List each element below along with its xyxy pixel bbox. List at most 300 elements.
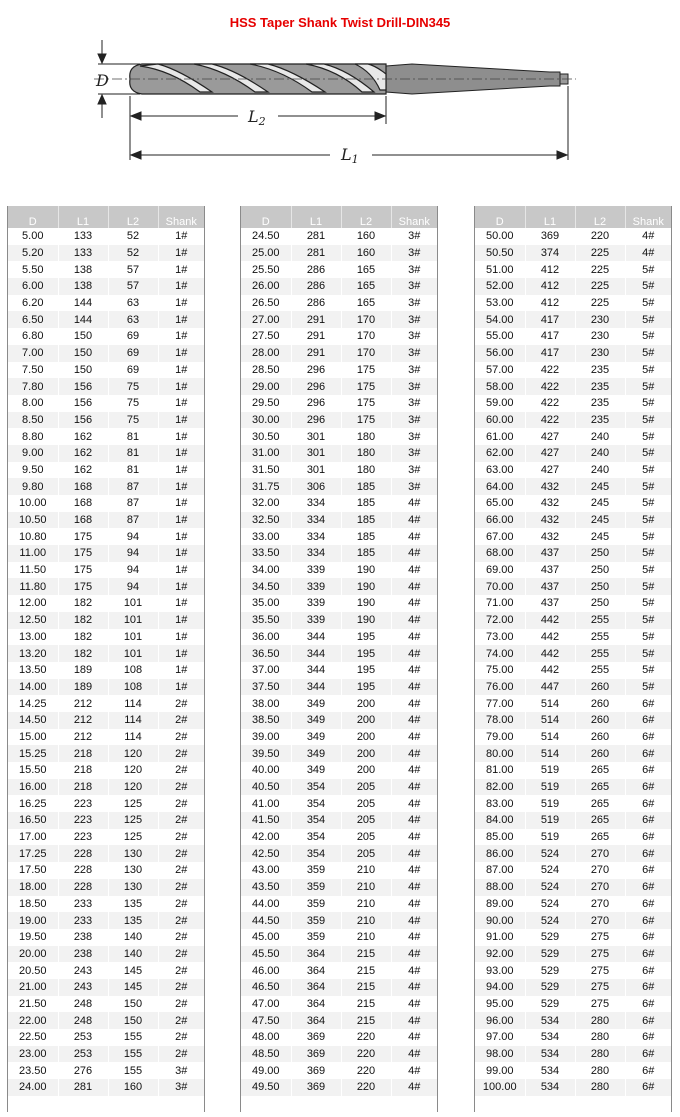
cell-l1: 243 <box>58 979 108 996</box>
cell-l2: 210 <box>341 929 391 946</box>
cell-shank: 3# <box>391 362 437 379</box>
cell-l1: 534 <box>525 1079 575 1096</box>
cell-d: 33.50 <box>241 545 291 562</box>
cell-d: 42.50 <box>241 845 291 862</box>
cell-l1: 422 <box>525 395 575 412</box>
column-header-l2: L2 <box>108 206 158 228</box>
cell-d: 30.00 <box>241 412 291 429</box>
cell-shank: 4# <box>391 912 437 929</box>
cell-shank: 1# <box>158 395 204 412</box>
cell-l1: 519 <box>525 812 575 829</box>
cell-d: 17.50 <box>8 862 58 879</box>
cell-l1: 182 <box>58 612 108 629</box>
table-row <box>241 1046 437 1063</box>
cell-l1: 138 <box>58 261 108 278</box>
table-row <box>241 1062 437 1079</box>
cell-l1: 349 <box>291 729 341 746</box>
cell-l2: 240 <box>575 462 625 479</box>
cell-shank: 2# <box>158 996 204 1013</box>
cell-shank: 4# <box>391 612 437 629</box>
table-row <box>8 996 204 1013</box>
cell-l1: 150 <box>58 362 108 379</box>
cell-shank: 1# <box>158 278 204 295</box>
cell-d: 15.25 <box>8 745 58 762</box>
cell-l1: 334 <box>291 528 341 545</box>
cell-l1: 334 <box>291 512 341 529</box>
cell-l2: 81 <box>108 462 158 479</box>
table-row <box>475 779 671 796</box>
cell-l2: 225 <box>575 278 625 295</box>
table-row <box>475 495 671 512</box>
cell-shank: 2# <box>158 712 204 729</box>
table-row <box>241 645 437 662</box>
cell-shank: 4# <box>391 996 437 1013</box>
table-row <box>241 795 437 812</box>
cell-d: 49.50 <box>241 1079 291 1096</box>
table-row <box>241 612 437 629</box>
cell-l2: 175 <box>341 412 391 429</box>
cell-shank: 6# <box>625 946 671 963</box>
cell-d: 72.00 <box>475 612 525 629</box>
table-row <box>241 245 437 262</box>
cell-l1: 427 <box>525 445 575 462</box>
cell-shank: 3# <box>391 478 437 495</box>
table-row <box>475 311 671 328</box>
table-row <box>241 345 437 362</box>
cell-l1: 447 <box>525 679 575 696</box>
cell-l2: 120 <box>108 745 158 762</box>
cell-l2: 275 <box>575 946 625 963</box>
cell-l2: 114 <box>108 729 158 746</box>
table-row <box>8 478 204 495</box>
cell-shank: 1# <box>158 545 204 562</box>
cell-l2: 245 <box>575 512 625 529</box>
cell-l2: 57 <box>108 261 158 278</box>
table-row <box>8 1046 204 1063</box>
table-row <box>8 328 204 345</box>
cell-d: 20.50 <box>8 962 58 979</box>
cell-l2: 140 <box>108 946 158 963</box>
table-row <box>241 629 437 646</box>
cell-d: 76.00 <box>475 679 525 696</box>
cell-shank: 4# <box>391 545 437 562</box>
cell-l1: 349 <box>291 695 341 712</box>
cell-l2: 81 <box>108 428 158 445</box>
cell-shank: 5# <box>625 545 671 562</box>
table-row <box>475 278 671 295</box>
cell-l1: 369 <box>525 228 575 245</box>
table-row <box>241 829 437 846</box>
cell-l2: 120 <box>108 762 158 779</box>
cell-l2: 125 <box>108 812 158 829</box>
cell-l2: 205 <box>341 779 391 796</box>
cell-d: 74.00 <box>475 645 525 662</box>
table-row <box>475 245 671 262</box>
cell-l2: 125 <box>108 795 158 812</box>
cell-d: 98.00 <box>475 1046 525 1063</box>
cell-shank: 1# <box>158 662 204 679</box>
table-row <box>8 979 204 996</box>
table-row <box>475 979 671 996</box>
cell-l2: 270 <box>575 845 625 862</box>
cell-l1: 534 <box>525 1062 575 1079</box>
cell-l2: 155 <box>108 1046 158 1063</box>
cell-l1: 519 <box>525 829 575 846</box>
cell-shank: 2# <box>158 962 204 979</box>
cell-d: 71.00 <box>475 595 525 612</box>
cell-shank: 5# <box>625 612 671 629</box>
cell-shank: 5# <box>625 679 671 696</box>
cell-l2: 270 <box>575 879 625 896</box>
cell-l2: 210 <box>341 912 391 929</box>
cell-l2: 101 <box>108 629 158 646</box>
cell-l1: 364 <box>291 946 341 963</box>
cell-shank: 1# <box>158 362 204 379</box>
table-row <box>241 495 437 512</box>
spec-table-1 <box>7 206 205 1112</box>
cell-l1: 218 <box>58 779 108 796</box>
cell-shank: 2# <box>158 729 204 746</box>
cell-l1: 412 <box>525 261 575 278</box>
table-row <box>241 428 437 445</box>
cell-l2: 180 <box>341 462 391 479</box>
column-header-d: D <box>8 206 58 228</box>
table-row <box>475 512 671 529</box>
cell-shank: 5# <box>625 328 671 345</box>
cell-l1: 529 <box>525 996 575 1013</box>
cell-l1: 349 <box>291 712 341 729</box>
cell-l2: 180 <box>341 428 391 445</box>
cell-l2: 280 <box>575 1012 625 1029</box>
cell-d: 5.50 <box>8 261 58 278</box>
table-row <box>8 428 204 445</box>
table-row <box>8 278 204 295</box>
cell-l2: 87 <box>108 512 158 529</box>
table-row <box>475 1029 671 1046</box>
cell-l2: 69 <box>108 328 158 345</box>
cell-l2: 205 <box>341 795 391 812</box>
column-header-l2: L2 <box>575 206 625 228</box>
cell-l2: 245 <box>575 528 625 545</box>
cell-l2: 225 <box>575 295 625 312</box>
cell-l1: 296 <box>291 412 341 429</box>
cell-d: 97.00 <box>475 1029 525 1046</box>
cell-l2: 215 <box>341 946 391 963</box>
cell-shank: 6# <box>625 862 671 879</box>
table-row <box>475 745 671 762</box>
cell-d: 9.50 <box>8 462 58 479</box>
cell-shank: 5# <box>625 562 671 579</box>
cell-l1: 281 <box>291 245 341 262</box>
cell-l1: 432 <box>525 512 575 529</box>
table-row <box>475 528 671 545</box>
spec-table-2 <box>240 206 438 1112</box>
cell-l1: 514 <box>525 745 575 762</box>
cell-l1: 422 <box>525 362 575 379</box>
dimension-d-label: D <box>96 71 109 90</box>
cell-d: 42.00 <box>241 829 291 846</box>
cell-shank: 2# <box>158 745 204 762</box>
table-row <box>8 912 204 929</box>
table-row <box>8 896 204 913</box>
cell-shank: 1# <box>158 679 204 696</box>
cell-l1: 344 <box>291 662 341 679</box>
cell-shank: 1# <box>158 512 204 529</box>
cell-d: 73.00 <box>475 629 525 646</box>
spec-table <box>241 206 437 1096</box>
cell-shank: 5# <box>625 345 671 362</box>
cell-l1: 349 <box>291 745 341 762</box>
cell-shank: 4# <box>391 862 437 879</box>
cell-l2: 265 <box>575 762 625 779</box>
cell-l2: 235 <box>575 412 625 429</box>
cell-shank: 2# <box>158 829 204 846</box>
table-row <box>475 595 671 612</box>
cell-shank: 3# <box>391 462 437 479</box>
cell-l2: 205 <box>341 812 391 829</box>
table-row <box>475 1062 671 1079</box>
cell-l1: 182 <box>58 645 108 662</box>
cell-shank: 6# <box>625 829 671 846</box>
cell-d: 94.00 <box>475 979 525 996</box>
cell-l1: 162 <box>58 462 108 479</box>
cell-l1: 175 <box>58 562 108 579</box>
cell-l1: 233 <box>58 912 108 929</box>
column-header-shank: Shank <box>625 206 671 228</box>
cell-l2: 240 <box>575 445 625 462</box>
cell-shank: 6# <box>625 812 671 829</box>
cell-d: 28.50 <box>241 362 291 379</box>
cell-l1: 133 <box>58 228 108 245</box>
cell-l2: 150 <box>108 1012 158 1029</box>
cell-l1: 519 <box>525 795 575 812</box>
cell-l2: 170 <box>341 328 391 345</box>
cell-d: 50.50 <box>475 245 525 262</box>
cell-shank: 5# <box>625 512 671 529</box>
table-row <box>241 462 437 479</box>
cell-d: 31.50 <box>241 462 291 479</box>
cell-l2: 240 <box>575 428 625 445</box>
table-row <box>475 845 671 862</box>
cell-l2: 275 <box>575 962 625 979</box>
cell-shank: 4# <box>391 929 437 946</box>
table-row <box>241 412 437 429</box>
table-row <box>8 679 204 696</box>
table-row <box>241 311 437 328</box>
cell-d: 77.00 <box>475 695 525 712</box>
cell-d: 15.50 <box>8 762 58 779</box>
cell-l2: 205 <box>341 845 391 862</box>
cell-shank: 4# <box>391 962 437 979</box>
table-row <box>241 595 437 612</box>
cell-l2: 130 <box>108 845 158 862</box>
cell-l2: 275 <box>575 929 625 946</box>
cell-shank: 4# <box>391 946 437 963</box>
cell-d: 51.00 <box>475 261 525 278</box>
cell-d: 13.00 <box>8 629 58 646</box>
cell-d: 69.00 <box>475 562 525 579</box>
table-row <box>8 662 204 679</box>
cell-shank: 5# <box>625 362 671 379</box>
cell-l2: 250 <box>575 578 625 595</box>
cell-l2: 170 <box>341 311 391 328</box>
table-header-row <box>8 206 204 228</box>
cell-shank: 5# <box>625 445 671 462</box>
cell-l1: 412 <box>525 278 575 295</box>
cell-l1: 150 <box>58 345 108 362</box>
cell-shank: 2# <box>158 795 204 812</box>
cell-l1: 369 <box>291 1046 341 1063</box>
cell-shank: 6# <box>625 979 671 996</box>
cell-shank: 4# <box>391 979 437 996</box>
table-row <box>241 362 437 379</box>
cell-l2: 101 <box>108 645 158 662</box>
cell-l1: 354 <box>291 829 341 846</box>
cell-l2: 210 <box>341 896 391 913</box>
table-row <box>241 562 437 579</box>
cell-l2: 215 <box>341 979 391 996</box>
cell-l1: 442 <box>525 662 575 679</box>
cell-d: 38.50 <box>241 712 291 729</box>
cell-l2: 235 <box>575 395 625 412</box>
cell-shank: 4# <box>391 1046 437 1063</box>
cell-d: 82.00 <box>475 779 525 796</box>
cell-shank: 2# <box>158 812 204 829</box>
cell-l2: 220 <box>341 1079 391 1096</box>
cell-l1: 150 <box>58 328 108 345</box>
cell-l1: 286 <box>291 278 341 295</box>
cell-l2: 225 <box>575 261 625 278</box>
cell-shank: 2# <box>158 1029 204 1046</box>
table-row <box>475 629 671 646</box>
cell-l2: 210 <box>341 862 391 879</box>
cell-shank: 6# <box>625 712 671 729</box>
table-row <box>475 912 671 929</box>
cell-l1: 417 <box>525 328 575 345</box>
cell-l1: 212 <box>58 729 108 746</box>
table-row <box>241 512 437 529</box>
cell-shank: 4# <box>391 1012 437 1029</box>
cell-l2: 160 <box>341 228 391 245</box>
cell-l1: 529 <box>525 962 575 979</box>
cell-d: 11.00 <box>8 545 58 562</box>
cell-l1: 422 <box>525 412 575 429</box>
cell-l2: 265 <box>575 779 625 796</box>
cell-l2: 114 <box>108 712 158 729</box>
column-header-d: D <box>241 206 291 228</box>
cell-l2: 114 <box>108 695 158 712</box>
table-row <box>241 261 437 278</box>
cell-d: 90.00 <box>475 912 525 929</box>
cell-l2: 195 <box>341 629 391 646</box>
table-row <box>241 912 437 929</box>
cell-shank: 2# <box>158 896 204 913</box>
cell-d: 39.50 <box>241 745 291 762</box>
cell-d: 29.00 <box>241 378 291 395</box>
cell-d: 24.50 <box>241 228 291 245</box>
cell-d: 25.00 <box>241 245 291 262</box>
cell-d: 7.00 <box>8 345 58 362</box>
cell-l1: 354 <box>291 779 341 796</box>
cell-d: 49.00 <box>241 1062 291 1079</box>
cell-l1: 442 <box>525 629 575 646</box>
cell-d: 37.00 <box>241 662 291 679</box>
cell-shank: 1# <box>158 345 204 362</box>
cell-shank: 3# <box>391 395 437 412</box>
cell-d: 32.50 <box>241 512 291 529</box>
cell-d: 26.50 <box>241 295 291 312</box>
cell-l2: 230 <box>575 345 625 362</box>
cell-d: 48.50 <box>241 1046 291 1063</box>
cell-d: 25.50 <box>241 261 291 278</box>
cell-l2: 225 <box>575 245 625 262</box>
table-row <box>8 345 204 362</box>
table-row <box>8 1012 204 1029</box>
cell-l1: 359 <box>291 879 341 896</box>
cell-shank: 1# <box>158 328 204 345</box>
table-row <box>475 578 671 595</box>
cell-l2: 155 <box>108 1029 158 1046</box>
cell-l1: 212 <box>58 695 108 712</box>
cell-l1: 291 <box>291 328 341 345</box>
cell-shank: 1# <box>158 462 204 479</box>
cell-shank: 5# <box>625 495 671 512</box>
cell-l2: 69 <box>108 345 158 362</box>
cell-d: 50.00 <box>475 228 525 245</box>
cell-d: 5.00 <box>8 228 58 245</box>
cell-d: 99.00 <box>475 1062 525 1079</box>
column-header-shank: Shank <box>158 206 204 228</box>
cell-d: 15.00 <box>8 729 58 746</box>
cell-d: 18.50 <box>8 896 58 913</box>
cell-l1: 427 <box>525 462 575 479</box>
cell-d: 45.00 <box>241 929 291 946</box>
cell-l2: 200 <box>341 695 391 712</box>
cell-shank: 4# <box>391 528 437 545</box>
cell-d: 64.00 <box>475 478 525 495</box>
cell-shank: 1# <box>158 478 204 495</box>
cell-l2: 195 <box>341 679 391 696</box>
cell-l1: 238 <box>58 946 108 963</box>
cell-l1: 442 <box>525 645 575 662</box>
cell-shank: 5# <box>625 595 671 612</box>
cell-d: 81.00 <box>475 762 525 779</box>
cell-shank: 1# <box>158 495 204 512</box>
table-row <box>475 762 671 779</box>
cell-shank: 6# <box>625 962 671 979</box>
cell-shank: 5# <box>625 428 671 445</box>
cell-d: 11.80 <box>8 578 58 595</box>
cell-shank: 1# <box>158 428 204 445</box>
table-row <box>8 562 204 579</box>
cell-l1: 524 <box>525 862 575 879</box>
cell-shank: 6# <box>625 879 671 896</box>
cell-l1: 162 <box>58 428 108 445</box>
table-row <box>241 679 437 696</box>
cell-shank: 5# <box>625 578 671 595</box>
cell-l1: 301 <box>291 445 341 462</box>
table-row <box>241 328 437 345</box>
cell-shank: 1# <box>158 595 204 612</box>
table-row <box>475 695 671 712</box>
cell-shank: 4# <box>391 829 437 846</box>
cell-shank: 4# <box>391 729 437 746</box>
table-row <box>241 278 437 295</box>
cell-shank: 4# <box>391 645 437 662</box>
cell-l2: 230 <box>575 311 625 328</box>
cell-l1: 437 <box>525 562 575 579</box>
table-row <box>8 929 204 946</box>
